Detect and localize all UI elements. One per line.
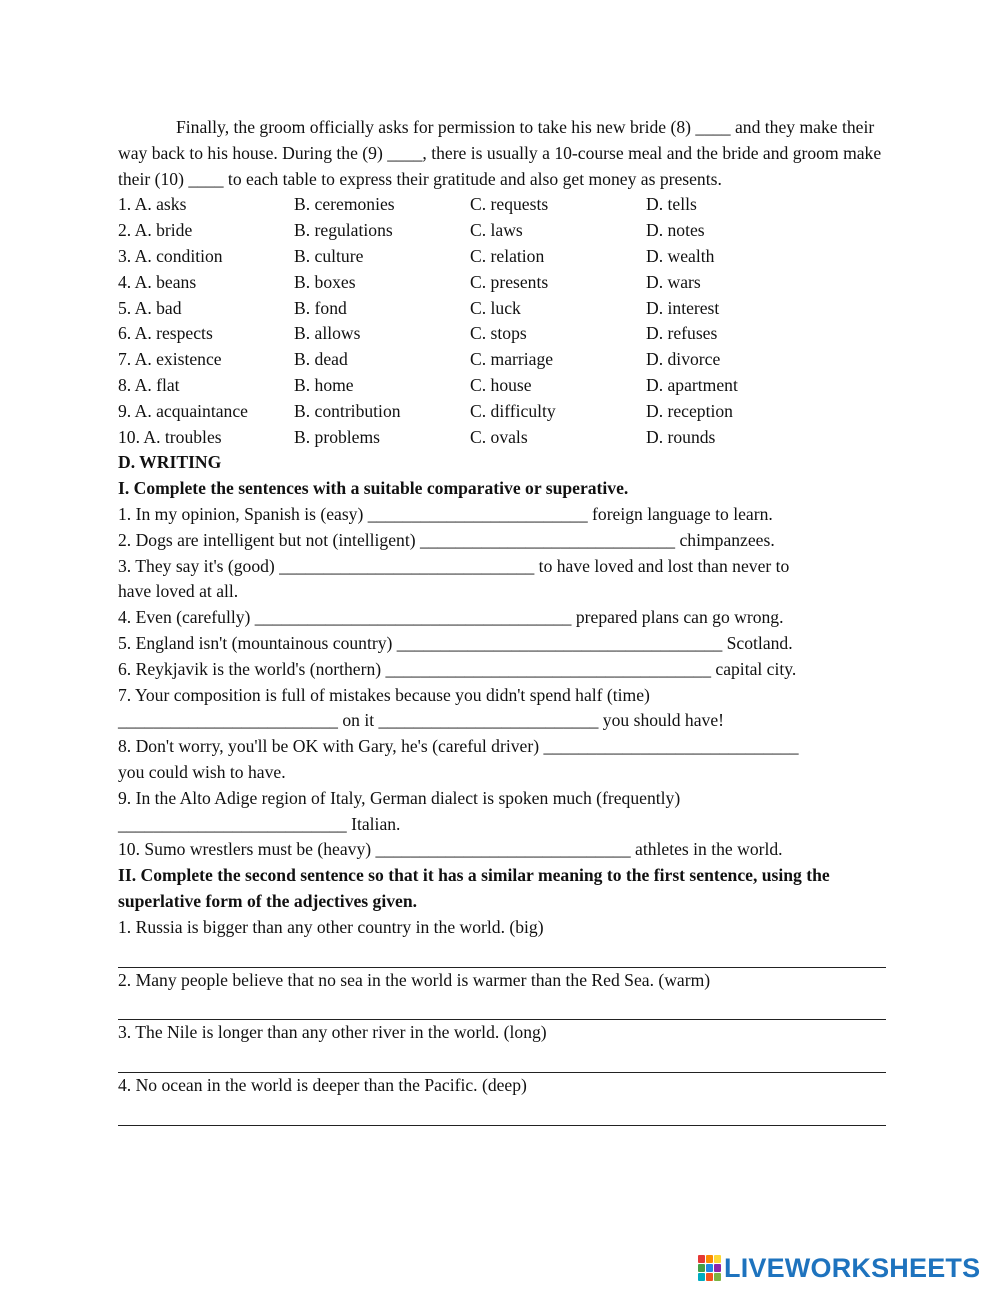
option-d: D. rounds <box>646 426 716 447</box>
option-a: 6. A. respects <box>118 323 213 344</box>
option-b: B. contribution <box>294 400 401 421</box>
rewrite-prompt: 4. No ocean in the world is deeper than the Pacific. (deep) <box>118 1075 527 1096</box>
option-b: B. regulations <box>294 220 393 241</box>
option-c: C. ovals <box>470 426 528 447</box>
exercise-line: 6. Reykjavik is the world's (northern) _____________________________________ capital city. <box>118 658 797 679</box>
exercise-line: you could wish to have. <box>118 761 286 782</box>
logo-mark-square <box>714 1273 721 1281</box>
options-row <box>118 373 883 399</box>
option-c: C. marriage <box>470 349 554 370</box>
logo-mark-square <box>706 1273 713 1281</box>
option-d: D. wars <box>646 271 701 292</box>
option-b: B. allows <box>294 323 361 344</box>
options-row <box>118 321 883 347</box>
option-d: D. notes <box>646 220 705 241</box>
part1-exercises <box>118 502 883 863</box>
exercise-line: 2. Dogs are intelligent but not (intelligent) _____________________________ chimpanzees. <box>118 529 775 550</box>
option-c: C. house <box>470 374 532 395</box>
exercise-line: 9. In the Alto Adige region of Italy, German dialect is spoken much (frequently) <box>118 787 681 808</box>
answer-line[interactable] <box>118 1046 886 1073</box>
options-row <box>118 399 883 425</box>
options-row <box>118 244 883 270</box>
exercise-line: 10. Sumo wrestlers must be (heavy) _____________________________ athletes in the world. <box>118 839 783 860</box>
option-c: C. laws <box>470 220 523 241</box>
option-c: C. presents <box>470 271 549 292</box>
logo-mark-square <box>714 1255 721 1263</box>
option-b: B. ceremonies <box>294 194 395 215</box>
option-a: 10. A. troubles <box>118 426 222 447</box>
option-d: D. wealth <box>646 245 715 266</box>
option-a: 1. A. asks <box>118 194 187 215</box>
answer-line[interactable] <box>118 941 886 968</box>
option-c: C. luck <box>470 297 521 318</box>
option-a: 7. A. existence <box>118 349 222 370</box>
logo-mark-icon <box>698 1255 720 1281</box>
option-b: B. problems <box>294 426 381 447</box>
option-b: B. dead <box>294 349 348 370</box>
logo-mark-square <box>706 1255 713 1263</box>
option-b: B. culture <box>294 245 364 266</box>
exercise-line: 8. Don't worry, you'll be OK with Gary, he's (careful driver) _____________________________ <box>118 736 799 757</box>
option-b: B. home <box>294 374 354 395</box>
option-a: 3. A. condition <box>118 245 223 266</box>
option-c: C. difficulty <box>470 400 556 421</box>
option-c: C. requests <box>470 194 549 215</box>
logo-text: LIVEWORKSHEETS <box>724 1252 981 1283</box>
logo-mark-square <box>714 1264 721 1272</box>
option-a: 5. A. bad <box>118 297 182 318</box>
exercise-line: 7. Your composition is full of mistakes because you didn't spend half (time) <box>118 684 650 705</box>
logo-mark-square <box>698 1255 705 1263</box>
section-heading: D. WRITING <box>118 452 222 473</box>
option-d: D. reception <box>646 400 733 421</box>
options-row <box>118 192 883 218</box>
logo-mark-square <box>698 1273 705 1281</box>
worksheet-page <box>118 115 883 1126</box>
options-row <box>118 425 883 451</box>
exercise-line: 4. Even (carefully) ____________________________________ prepared plans can go wrong. <box>118 607 784 628</box>
exercise-line: 1. In my opinion, Spanish is (easy) _________________________ foreign language to learn. <box>118 503 773 524</box>
options-row <box>118 270 883 296</box>
option-d: D. tells <box>646 194 697 215</box>
part2-heading: II. Complete the second sentence so that it has a similar meaning to the first sentence, using the superlative form of the adjectives given. <box>118 865 830 911</box>
options-table <box>118 192 883 450</box>
option-b: B. fond <box>294 297 347 318</box>
answer-line[interactable] <box>118 1099 886 1126</box>
option-b: B. boxes <box>294 271 356 292</box>
part2-exercises <box>118 915 883 1126</box>
rewrite-prompt: 3. The Nile is longer than any other river in the world. (long) <box>118 1022 547 1043</box>
logo-mark-square <box>706 1264 713 1272</box>
option-d: D. refuses <box>646 323 718 344</box>
logo-mark-square <box>698 1264 705 1272</box>
rewrite-prompt: 2. Many people believe that no sea in the world is warmer than the Red Sea. (warm) <box>118 969 711 990</box>
option-a: 2. A. bride <box>118 220 193 241</box>
rewrite-prompt: 1. Russia is bigger than any other country in the world. (big) <box>118 916 544 937</box>
exercise-line: _________________________ on it _________________________ you should have! <box>118 710 724 731</box>
reading-passage: Finally, the groom officially asks for permission to take his new bride (8) ____ and they make their way back to his house. During the (9) ____, there is usually a 10-course meal and the bride and groom make their (10) ____ to each table to express their gratitude and also get money as presents. <box>118 117 882 189</box>
option-a: 4. A. beans <box>118 271 197 292</box>
option-a: 8. A. flat <box>118 374 180 395</box>
options-row <box>118 218 883 244</box>
answer-line[interactable] <box>118 993 886 1020</box>
option-a: 9. A. acquaintance <box>118 400 248 421</box>
exercise-line: have loved at all. <box>118 581 239 602</box>
options-row <box>118 347 883 373</box>
option-d: D. apartment <box>646 374 738 395</box>
part1-heading: I. Complete the sentences with a suitable comparative or superative. <box>118 478 629 499</box>
option-c: C. relation <box>470 245 545 266</box>
exercise-line: 3. They say it's (good) _____________________________ to have loved and lost than never to <box>118 555 790 576</box>
option-c: C. stops <box>470 323 527 344</box>
exercise-line: 5. England isn't (mountainous country) _____________________________________ Scotland. <box>118 632 793 653</box>
option-d: D. interest <box>646 297 720 318</box>
options-row <box>118 296 883 322</box>
exercise-line: __________________________ Italian. <box>118 813 401 834</box>
liveworksheets-logo <box>698 1252 980 1284</box>
option-d: D. divorce <box>646 349 721 370</box>
